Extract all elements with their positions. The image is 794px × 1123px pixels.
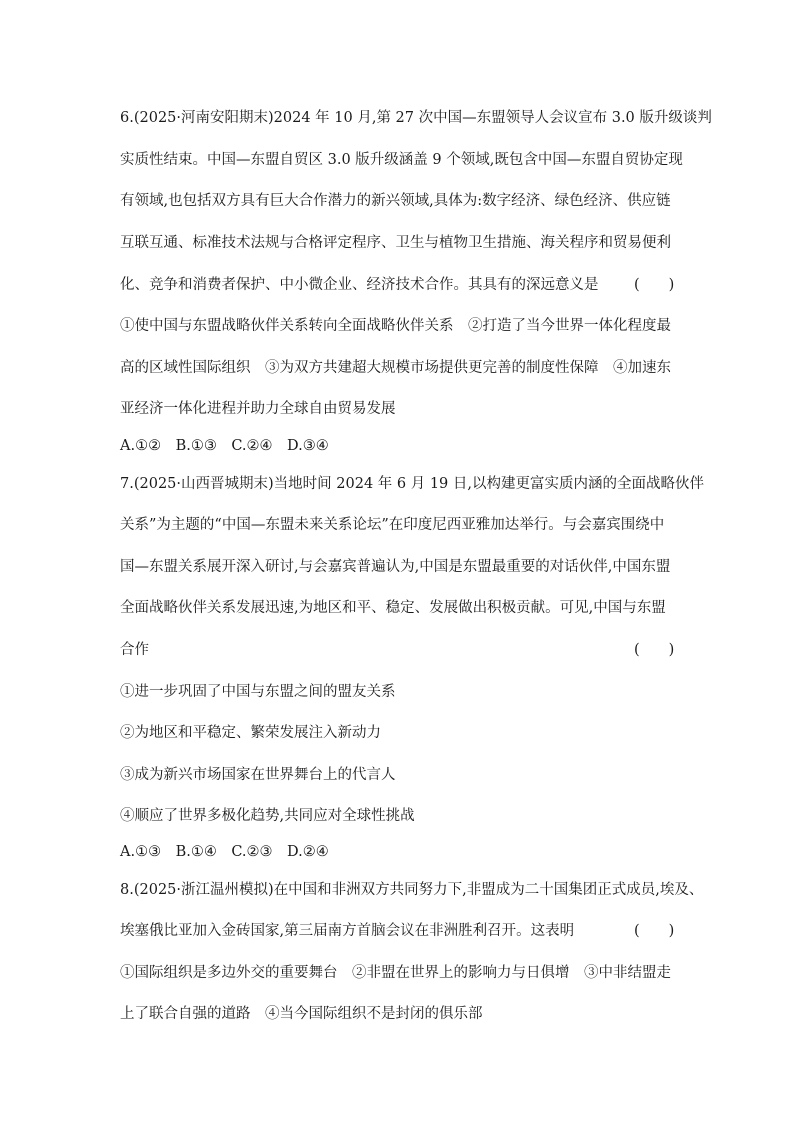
q7-answer-bracket: ( )	[634, 642, 675, 658]
q7-option-2: ②为地区和平稳定、繁荣发展注入新动力	[120, 725, 381, 741]
q6-stem-line-5: 化、竞争和消费者保护、中小微企业、经济技术合作。其具有的深远意义是	[120, 277, 599, 293]
q7-option-1: ①进一步巩固了中国与东盟之间的盟友关系	[120, 684, 396, 700]
q7-stem-line-1: 7.(2025·山西晋城期末)当地时间 2024 年 6 月 19 日,以构建更富实质内涵的全面战略伙伴	[120, 476, 704, 492]
q6-stem-line-2: 实质性结束。中国—东盟自贸区 3.0 版升级涵盖 9 个领域,既包含中国—东盟自贸协定现	[120, 152, 683, 168]
q6-stem-line-3: 有领域,也包括双方具有巨大合作潜力的新兴领域,具体为:数字经济、绿色经济、供应链	[120, 193, 671, 209]
q8-stem-line-2: 埃塞俄比亚加入金砖国家,第三届南方首脑会议在非洲胜利召开。这表明	[120, 923, 575, 939]
q8-answer-bracket: ( )	[634, 923, 675, 939]
q7-stem-line-2: 关系”为主题的“中国—东盟未来关系论坛”在印度尼西亚雅加达举行。与会嘉宾围绕中	[120, 517, 665, 533]
q7-choices: A.①③ B.①④ C.②③ D.②④	[120, 844, 329, 860]
q6-option-line-3: 亚经济一体化进程并助力全球自由贸易发展	[120, 401, 396, 417]
q7-stem-line-5: 合作	[120, 642, 149, 658]
q7-stem-line-3: 国—东盟关系展开深入研讨,与会嘉宾普遍认为,中国是东盟最重要的对话伙伴,中国东盟	[120, 559, 671, 575]
q7-option-3: ③成为新兴市场国家在世界舞台上的代言人	[120, 767, 396, 783]
q6-stem-line-1: 6.(2025·河南安阳期末)2024 年 10 月,第 27 次中国—东盟领导人会议宣布 3.0 版升级谈判	[120, 110, 712, 126]
q6-option-line-2: 高的区域性国际组织 ③为双方共建超大规模市场提供更完善的制度性保障 ④加速东	[120, 360, 671, 376]
q6-answer-bracket: ( )	[634, 277, 675, 293]
q6-stem-line-4: 互联互通、标准技术法规与合格评定程序、卫生与植物卫生措施、海关程序和贸易便利	[120, 235, 671, 251]
q7-option-4: ④顺应了世界多极化趋势,共同应对全球性挑战	[120, 808, 415, 824]
q8-option-line-2: 上了联合自强的道路 ④当今国际组织不是封闭的俱乐部	[120, 1006, 483, 1022]
q6-choices: A.①② B.①③ C.②④ D.③④	[120, 438, 329, 454]
q8-option-line-1: ①国际组织是多边外交的重要舞台 ②非盟在世界上的影响力与日俱增 ③中非结盟走	[120, 965, 671, 981]
q8-stem-line-1: 8.(2025·浙江温州模拟)在中国和非洲双方共同努力下,非盟成为二十国集团正式成员,埃及、	[120, 882, 704, 898]
q6-option-line-1: ①使中国与东盟战略伙伴关系转向全面战略伙伴关系 ②打造了当今世界一体化程度最	[120, 318, 671, 334]
q7-stem-line-4: 全面战略伙伴关系发展迅速,为地区和平、稳定、发展做出积极贡献。可见,中国与东盟	[120, 600, 666, 616]
